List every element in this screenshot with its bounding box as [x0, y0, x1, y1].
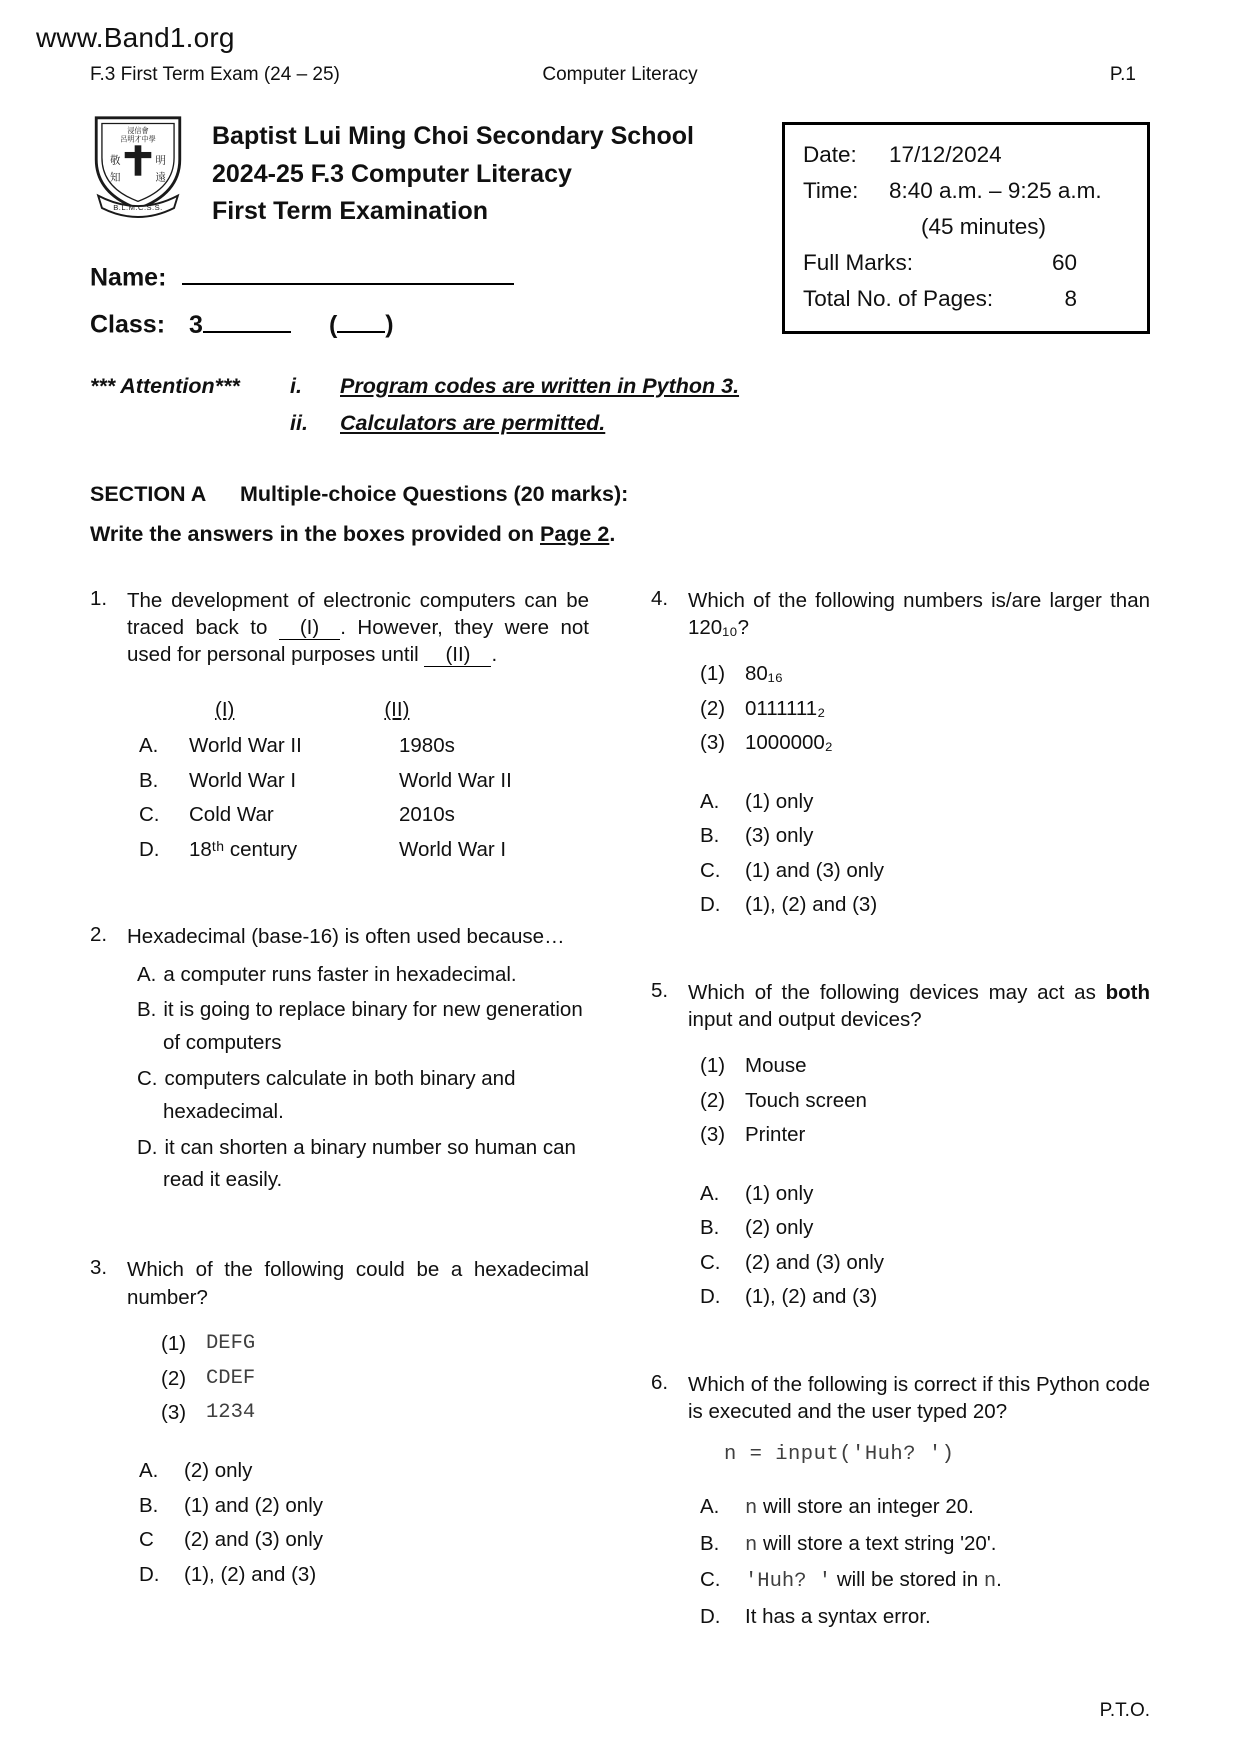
option [700, 1563, 1150, 1599]
item-number: (1) [700, 1054, 726, 1078]
attention-item-text: Calculators are permitted. [340, 410, 606, 435]
crest-banner-text: B.L.M.C.S.S. [113, 202, 163, 212]
option [137, 1132, 589, 1198]
option-text: (1) only [745, 1181, 814, 1205]
total-pages-label: Total No. of Pages: [803, 286, 994, 311]
item-number: (3) [700, 1123, 726, 1147]
table-header-I: (I) [215, 697, 235, 721]
exam-info-box [782, 122, 1150, 334]
item-number: (2) [700, 1088, 726, 1112]
table-row [139, 833, 589, 867]
date-label: Date: [803, 142, 857, 167]
item [700, 726, 1150, 760]
school-name: Baptist Lui Ming Choi Secondary School [212, 122, 694, 150]
option-letter: D. [139, 1562, 160, 1586]
option-letter: C [139, 1528, 154, 1552]
option-text: n will store an integer 20. [745, 1495, 974, 1521]
item [700, 1118, 1150, 1152]
class-no-paren-open: ( [328, 310, 338, 339]
table-header-II: (II) [384, 697, 410, 721]
option-letter: B. [700, 1531, 720, 1555]
question-number: 4. [651, 586, 669, 610]
instruction-text: Write the answers in the boxes provided on [90, 521, 540, 546]
question-options [139, 1454, 589, 1592]
option-letter: A. [700, 1495, 720, 1519]
exam-header [90, 114, 1150, 340]
total-pages-value: 8 [1064, 286, 1077, 311]
class-blank-field [203, 306, 291, 332]
time-label: Time: [803, 178, 859, 203]
duration-row [803, 209, 1129, 245]
option-letter: C. [137, 1066, 158, 1090]
option [700, 1280, 1150, 1314]
cell-I: 18ᵗʰ century [189, 837, 298, 861]
option [137, 994, 589, 1060]
item-value: 0111111₂ [745, 696, 826, 720]
attention-item-number: ii. [290, 410, 308, 435]
cell-II: 2010s [399, 803, 455, 827]
full-marks-value: 60 [1051, 250, 1077, 275]
question-items [700, 657, 1150, 760]
instruction-page-ref: Page 2 [540, 521, 610, 546]
option-letter: A. [139, 734, 159, 758]
full-marks-label: Full Marks: [803, 250, 914, 275]
question-5 [651, 979, 1150, 1315]
option-letter: B. [700, 1216, 720, 1240]
option-text: (1), (2) and (3) [745, 893, 878, 917]
exam-title: First Term Examination [212, 197, 488, 225]
option [700, 854, 1150, 888]
option [700, 819, 1150, 853]
crest-text-top: 浸信會 [127, 126, 149, 135]
option-letter: C. [139, 803, 160, 827]
option [139, 1523, 589, 1557]
option-letter: A. [137, 962, 157, 986]
option [137, 1063, 589, 1129]
option-letter: D. [700, 1604, 721, 1628]
crest-text-school: 呂明才中學 [120, 135, 156, 144]
item-number: (2) [161, 1366, 187, 1390]
option [700, 1490, 1150, 1526]
cell-I: Cold War [189, 803, 274, 827]
cell-II: 1980s [399, 734, 455, 758]
item [700, 1049, 1150, 1083]
page-number: P.1 [1109, 64, 1136, 85]
question-options [700, 1490, 1150, 1634]
option-text: (2) and (3) only [184, 1528, 324, 1552]
option-text: (3) only [745, 824, 814, 848]
item [161, 1362, 589, 1396]
item-number: (3) [700, 731, 726, 755]
question-items [700, 1049, 1150, 1152]
class-label: Class: [90, 310, 166, 339]
item-value: DEFG [206, 1332, 256, 1356]
option-letter: D. [137, 1135, 158, 1159]
item-value: CDEF [206, 1366, 256, 1390]
exam-course: 2024-25 F.3 Computer Literacy [212, 159, 572, 188]
option-letter: A. [139, 1459, 159, 1483]
option [137, 959, 589, 992]
item-value: 1000000₂ [745, 731, 833, 755]
option-text: a computer runs faster in hexadecimal. [163, 962, 517, 986]
total-pages-row [803, 281, 1129, 317]
name-label: Name: [90, 263, 167, 292]
question-6 [651, 1371, 1150, 1635]
item [700, 692, 1150, 726]
item [700, 1084, 1150, 1118]
option-letter: D. [700, 1285, 721, 1309]
cell-I: World War II [189, 734, 302, 758]
option [700, 1211, 1150, 1245]
item-number: (2) [700, 696, 726, 720]
question-number: 3. [90, 1256, 108, 1280]
question-number: 5. [651, 978, 669, 1002]
attention-item [290, 374, 739, 399]
question-text: Which of the following could be a hexadecimal number? [127, 1258, 589, 1309]
attention-items [290, 374, 739, 448]
option-text: (1) and (3) only [745, 858, 885, 882]
table-row [139, 764, 589, 798]
instruction-period: . [609, 521, 616, 546]
crest-motto-char: 敬 [110, 155, 121, 167]
option-letter: D. [139, 837, 160, 861]
page-header-subject: Computer Literacy [542, 64, 698, 85]
question-text: Which of the following is correct if this Python code is executed and the user typed 20? [688, 1372, 1150, 1423]
item-value: Mouse [745, 1054, 807, 1078]
crest-motto-char: 遠 [155, 172, 166, 184]
item-value: 80₁₆ [745, 662, 783, 686]
question-text: The development of electronic computers can be traced back to (I) . However, they were not used for personal purposes until (II) . [127, 588, 589, 667]
time-row [803, 173, 1129, 209]
item-value: Touch screen [745, 1088, 867, 1112]
class-form-number: 3 [189, 310, 203, 339]
option-text: (1), (2) and (3) [745, 1285, 878, 1309]
question-1-answer-table [139, 693, 589, 867]
question-1 [90, 587, 589, 868]
option [139, 1489, 589, 1523]
question-number: 2. [90, 923, 108, 947]
item-number: (1) [700, 662, 726, 686]
section-a-instruction [90, 522, 1150, 547]
table-header-row [139, 693, 589, 727]
cell-I: World War I [189, 768, 297, 792]
name-blank-field [182, 259, 514, 285]
full-marks-row [803, 245, 1129, 281]
option [139, 1454, 589, 1488]
attention-note [90, 374, 1150, 448]
class-no-paren-close: ) [385, 310, 394, 339]
questions-area [90, 587, 1150, 1691]
question-3 [90, 1256, 589, 1592]
option-text: (1) and (2) only [184, 1493, 324, 1517]
item [161, 1327, 589, 1361]
date-value: 17/12/2024 [889, 142, 1002, 167]
question-text: Which of the following devices may act as both input and output devices? [688, 980, 1150, 1031]
option [700, 1600, 1150, 1634]
option-letter: D. [700, 893, 721, 917]
option [139, 1558, 589, 1592]
option-letter: B. [137, 998, 157, 1022]
option-text: computers calculate in both binary and hexadecimal. [163, 1066, 516, 1123]
question-options [700, 1177, 1150, 1315]
option-text: it is going to replace binary for new generation of computers [163, 998, 583, 1055]
option-letter: C. [700, 1568, 721, 1592]
question-text: Hexadecimal (base-16) is often used because… [127, 925, 565, 949]
option-letter: C. [700, 1250, 721, 1274]
attention-label: *** Attention*** [90, 373, 240, 398]
option-text: It has a syntax error. [745, 1604, 931, 1628]
option-text: it can shorten a binary number so human can read it easily. [163, 1135, 576, 1192]
option [700, 1177, 1150, 1211]
page-header [90, 64, 1150, 90]
question-number: 6. [651, 1370, 669, 1394]
left-column [90, 587, 589, 1691]
cell-II: World War II [399, 768, 512, 792]
option-text: (2) only [184, 1459, 253, 1483]
option-letter: B. [700, 824, 720, 848]
question-number: 1. [90, 586, 108, 610]
question-text: Which of the following numbers is/are larger than 120₁₀? [688, 588, 1150, 639]
option-text: (2) only [745, 1216, 814, 1240]
option-text: (1) only [745, 789, 814, 813]
option-letter: B. [139, 768, 159, 792]
option [700, 785, 1150, 819]
attention-item-number: i. [290, 373, 302, 398]
question-4 [651, 587, 1150, 923]
question-options [700, 785, 1150, 923]
crest-motto-char: 知 [110, 172, 121, 184]
item-value: 1234 [206, 1400, 256, 1424]
option [700, 1246, 1150, 1280]
question-options [137, 959, 589, 1198]
option-letter: C. [700, 858, 721, 882]
cell-II: World War I [399, 837, 507, 861]
section-a-subtitle: Multiple-choice Questions (20 marks): [240, 481, 629, 506]
attention-item-text: Program codes are written in Python 3. [340, 373, 740, 398]
question-items [161, 1327, 589, 1430]
option-letter: A. [700, 789, 720, 813]
site-url: www.Band1.org [36, 22, 235, 53]
school-crest-icon [90, 114, 186, 231]
table-row [139, 798, 589, 832]
cross-icon [135, 145, 142, 175]
option-text: n will store a text string '20'. [745, 1531, 997, 1557]
right-column [651, 587, 1150, 1691]
section-a-heading [90, 482, 1150, 507]
page-header-exam: F.3 First Term Exam (24 – 25) [90, 64, 340, 85]
option [700, 1527, 1150, 1563]
option [700, 888, 1150, 922]
date-row [803, 137, 1129, 173]
question-2 [90, 923, 589, 1200]
crest-motto-char: 明 [155, 155, 166, 167]
item [161, 1396, 589, 1430]
section-a [90, 482, 1150, 547]
item-number: (3) [161, 1400, 187, 1424]
item-value: Printer [745, 1123, 806, 1147]
option-text: (2) and (3) only [745, 1250, 885, 1274]
duration-value: (45 minutes) [921, 214, 1047, 239]
item-number: (1) [161, 1332, 187, 1356]
option-letter: A. [700, 1181, 720, 1205]
school-title-block [212, 114, 694, 231]
python-code-snippet: n = input('Huh? ') [724, 1443, 955, 1467]
pto-note: P.T.O. [1099, 1700, 1150, 1721]
attention-item [290, 411, 739, 436]
table-row [139, 729, 589, 763]
option-text: (1), (2) and (3) [184, 1562, 317, 1586]
item [700, 657, 1150, 691]
class-no-blank-field [337, 306, 385, 332]
section-a-title: SECTION A [90, 481, 207, 506]
option-letter: B. [139, 1493, 159, 1517]
time-value: 8:40 a.m. – 9:25 a.m. [889, 178, 1102, 203]
option-text: 'Huh? ' will be stored in n. [745, 1568, 1002, 1594]
